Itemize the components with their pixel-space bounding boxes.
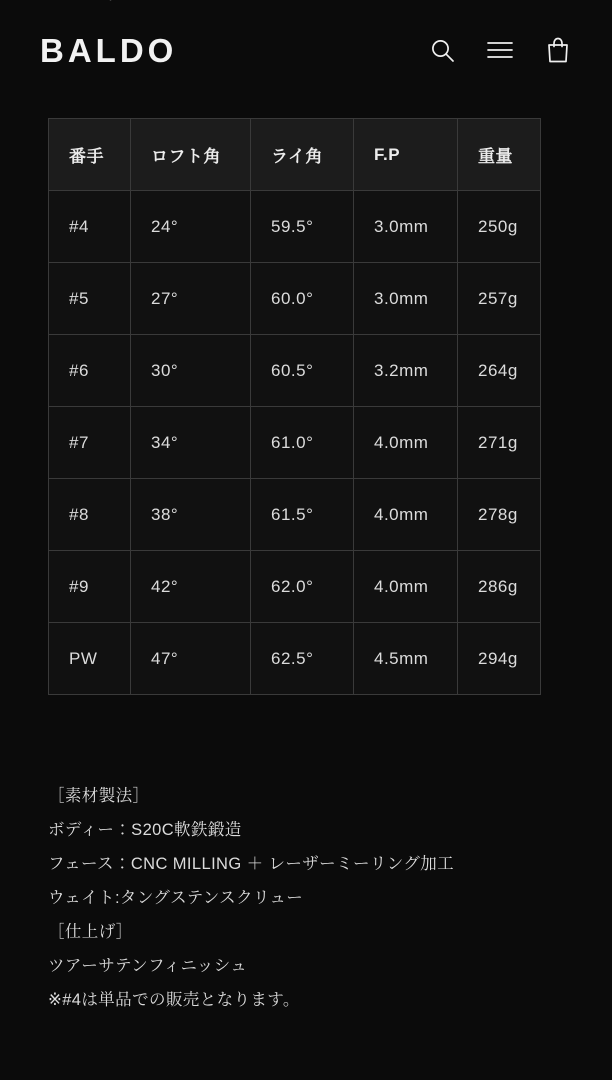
cell-fp: 4.0mm [354, 479, 458, 551]
cell-fp: 4.0mm [354, 551, 458, 623]
spec-table [48, 118, 541, 695]
note-line-material-heading: ［素材製法］ [48, 787, 150, 805]
cell-lie: 59.5° [251, 191, 354, 263]
cell-weight: 286g [458, 551, 541, 623]
table-row [49, 551, 541, 623]
search-icon[interactable] [428, 36, 456, 64]
column-header-number: 番手 [49, 119, 131, 191]
table-row [49, 335, 541, 407]
cell-weight: 257g [458, 263, 541, 335]
cell-lie: 61.0° [251, 407, 354, 479]
note-line-body: ボディー：S20C軟鉄鍛造 [48, 821, 242, 839]
cell-lie: 62.0° [251, 551, 354, 623]
note-line-weight: ウェイト:タングステンスクリュー [48, 889, 304, 907]
column-header-fp: F.P [354, 119, 458, 191]
table-row [49, 407, 541, 479]
cell-loft: 38° [131, 479, 251, 551]
cell-weight: 264g [458, 335, 541, 407]
table-row [49, 479, 541, 551]
cell-fp: 4.5mm [354, 623, 458, 695]
cell-fp: 3.2mm [354, 335, 458, 407]
cell-loft: 30° [131, 335, 251, 407]
crown-logo-mark [104, 0, 117, 6]
cell-fp: 3.0mm [354, 191, 458, 263]
cell-lie: 62.5° [251, 623, 354, 695]
cell-loft: 27° [131, 263, 251, 335]
table-row [49, 191, 541, 263]
cell-loft: 34° [131, 407, 251, 479]
cell-weight: 250g [458, 191, 541, 263]
material-notes [48, 779, 564, 1017]
cell-weight: 271g [458, 407, 541, 479]
cell-number: #8 [49, 479, 131, 551]
cell-fp: 4.0mm [354, 407, 458, 479]
cell-lie: 61.5° [251, 479, 354, 551]
cell-number: PW [49, 623, 131, 695]
cell-lie: 60.0° [251, 263, 354, 335]
cell-weight: 278g [458, 479, 541, 551]
table-header-row [49, 119, 541, 191]
column-header-weight: 重量 [458, 119, 541, 191]
brand-logo[interactable] [40, 31, 178, 69]
shopping-bag-icon[interactable] [544, 36, 572, 64]
brand-logo-text: BALDO [40, 31, 178, 69]
site-header [0, 0, 612, 100]
note-line-finish-heading: ［仕上げ］ [48, 923, 133, 941]
cell-loft: 42° [131, 551, 251, 623]
column-header-lie: ライ角 [251, 119, 354, 191]
cell-number: #6 [49, 335, 131, 407]
cell-loft: 47° [131, 623, 251, 695]
column-header-loft: ロフト角 [131, 119, 251, 191]
hamburger-menu-icon[interactable] [486, 36, 514, 64]
cell-weight: 294g [458, 623, 541, 695]
note-line-disclaimer: ※#4は単品での販売となります。 [48, 991, 300, 1009]
table-row [49, 263, 541, 335]
table-row [49, 623, 541, 695]
note-line-face: フェース：CNC MILLING ＋ レーザーミーリング加工 [48, 855, 455, 873]
cell-fp: 3.0mm [354, 263, 458, 335]
header-icon-group [428, 36, 572, 64]
cell-number: #7 [49, 407, 131, 479]
note-line-finish: ツアーサテンフィニッシュ [48, 957, 248, 975]
cell-number: #4 [49, 191, 131, 263]
cell-number: #9 [49, 551, 131, 623]
cell-loft: 24° [131, 191, 251, 263]
cell-lie: 60.5° [251, 335, 354, 407]
cell-number: #5 [49, 263, 131, 335]
spec-table-wrapper [48, 118, 564, 695]
